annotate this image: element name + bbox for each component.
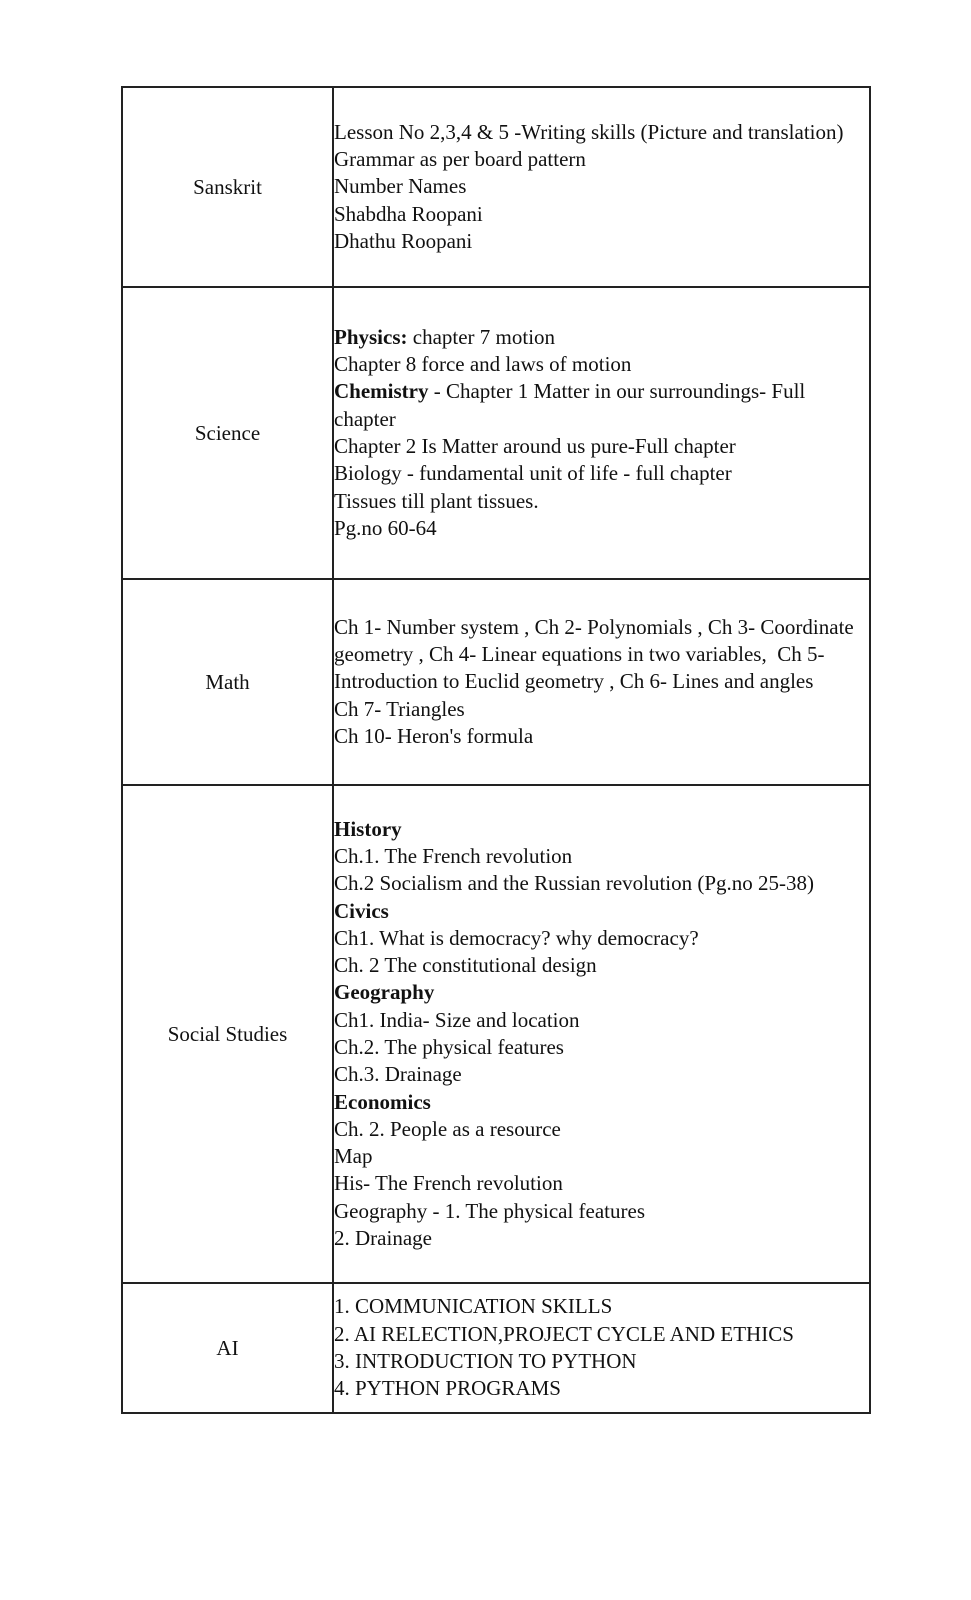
topic-text: Number Names — [334, 174, 467, 199]
topic-line — [334, 1170, 869, 1197]
topic-line — [334, 119, 869, 146]
topic-line — [334, 979, 869, 1006]
topics-cell — [333, 579, 870, 785]
topic-text: Ch.3. Drainage — [334, 1062, 462, 1087]
topics-list — [334, 119, 869, 255]
topic-text: Chapter 2 Is Matter around us pure-Full chapter — [334, 434, 736, 458]
topic-text: Lesson No 2,3,4 & 5 -Writing skills (Picture and translation) — [334, 119, 844, 144]
subject-cell: AI — [122, 1283, 333, 1413]
topic-text: Ch1. India- Size and location — [334, 1007, 580, 1032]
topic-text: Shabdha Roopani — [334, 201, 483, 226]
topic-heading: Civics — [334, 898, 389, 923]
topic-text: chapter 7 motion — [407, 324, 556, 349]
topic-line — [334, 816, 869, 843]
topic-text: Pg.no 60-64 — [334, 515, 437, 540]
topics-cell — [333, 287, 870, 579]
topics-cell — [333, 1283, 870, 1413]
subject-cell: Science — [122, 287, 333, 579]
topic-line — [334, 1007, 869, 1034]
topics-list — [334, 816, 869, 1253]
topic-text: Ch. 2 The constitutional design — [334, 953, 597, 978]
topic-line — [334, 723, 869, 750]
topic-line — [334, 1321, 869, 1348]
topics-list — [334, 1293, 869, 1402]
table-row-math — [122, 579, 870, 785]
topic-line — [334, 378, 869, 433]
topic-text: Ch 7- Triangles — [334, 696, 465, 721]
topic-line — [334, 1116, 869, 1143]
subject-cell: Sanskrit — [122, 87, 333, 287]
topic-line — [334, 488, 869, 515]
topic-text: Ch.2. The physical features — [334, 1035, 564, 1059]
topic-line — [334, 1198, 869, 1225]
topic-heading: Physics: — [334, 324, 408, 349]
topic-line — [334, 515, 869, 542]
topic-text: Ch 10- Heron's formula — [334, 723, 534, 748]
topic-text: Ch. 2. People as a resource — [334, 1116, 561, 1141]
topic-text: Ch 1- Number system , Ch 2- Polynomials , Ch 3- Coordinate geometry , Ch 4- Linear equations in two variables, Ch 5- Introduction to Euclid geometry , Ch 6- Lines and angles — [334, 614, 859, 694]
topic-line — [334, 146, 869, 173]
table-row-social-studies — [122, 785, 870, 1283]
topic-text: Dhathu Roopani — [334, 228, 473, 253]
topic-text: Ch1. What is democracy? why democracy? — [334, 925, 699, 950]
topic-line — [334, 952, 869, 979]
table-row-science — [122, 287, 870, 579]
topic-line — [334, 925, 869, 952]
topic-text: Ch.2 Socialism and the Russian revolution (Pg.no 25-38) — [334, 871, 815, 896]
topics-cell — [333, 785, 870, 1283]
topic-line — [334, 1293, 869, 1320]
topic-heading: Chemistry — [334, 379, 429, 404]
topic-text: Grammar as per board pattern — [334, 147, 586, 172]
topic-text: Ch.1. The French revolution — [334, 843, 573, 868]
topic-line — [334, 614, 869, 696]
topic-line — [334, 870, 869, 897]
topic-line — [334, 1348, 869, 1375]
topic-line — [334, 696, 869, 723]
topic-heading: Economics — [334, 1089, 431, 1114]
topic-line — [334, 843, 869, 870]
table-row-ai — [122, 1283, 870, 1413]
topics-list — [334, 614, 869, 750]
topic-line — [334, 201, 869, 228]
table-row-sanskrit — [122, 87, 870, 287]
topic-line — [334, 351, 869, 378]
topic-line — [334, 1375, 869, 1402]
topic-line — [334, 173, 869, 200]
topic-line — [334, 1225, 869, 1252]
topic-line — [334, 460, 869, 487]
topic-line — [334, 1143, 869, 1170]
topic-line — [334, 1034, 869, 1061]
topic-line — [334, 228, 869, 255]
topic-text: His- The French revolution — [334, 1171, 563, 1196]
topic-text: Chapter 8 force and laws of motion — [334, 352, 632, 377]
topic-line — [334, 1061, 869, 1088]
topic-text: 4. PYTHON PROGRAMS — [334, 1376, 561, 1401]
topic-text: Tissues till plant tissues. — [334, 488, 539, 513]
topic-text: Geography - 1. The physical features — [334, 1198, 646, 1223]
topic-text: 3. INTRODUCTION TO PYTHON — [334, 1349, 637, 1373]
subject-cell: Math — [122, 579, 333, 785]
topic-heading: Geography — [334, 980, 435, 1005]
topics-list — [334, 324, 869, 542]
topic-text: - Chapter 1 Matter in our surroundings- Full chapter — [334, 379, 811, 431]
subject-cell: Social Studies — [122, 785, 333, 1283]
topic-text: Map — [334, 1144, 373, 1169]
topics-cell — [333, 87, 870, 287]
topic-heading: History — [334, 816, 402, 841]
syllabus-table — [121, 86, 871, 1414]
topic-line — [334, 898, 869, 925]
topic-text: 2. Drainage — [334, 1226, 432, 1251]
topic-line — [334, 324, 869, 351]
topic-line — [334, 433, 869, 460]
topic-line — [334, 1089, 869, 1116]
topic-text: 2. AI RELECTION,PROJECT CYCLE AND ETHICS — [334, 1321, 794, 1346]
topic-text: Biology - fundamental unit of life - full chapter — [334, 461, 732, 486]
topic-text: 1. COMMUNICATION SKILLS — [334, 1294, 613, 1319]
